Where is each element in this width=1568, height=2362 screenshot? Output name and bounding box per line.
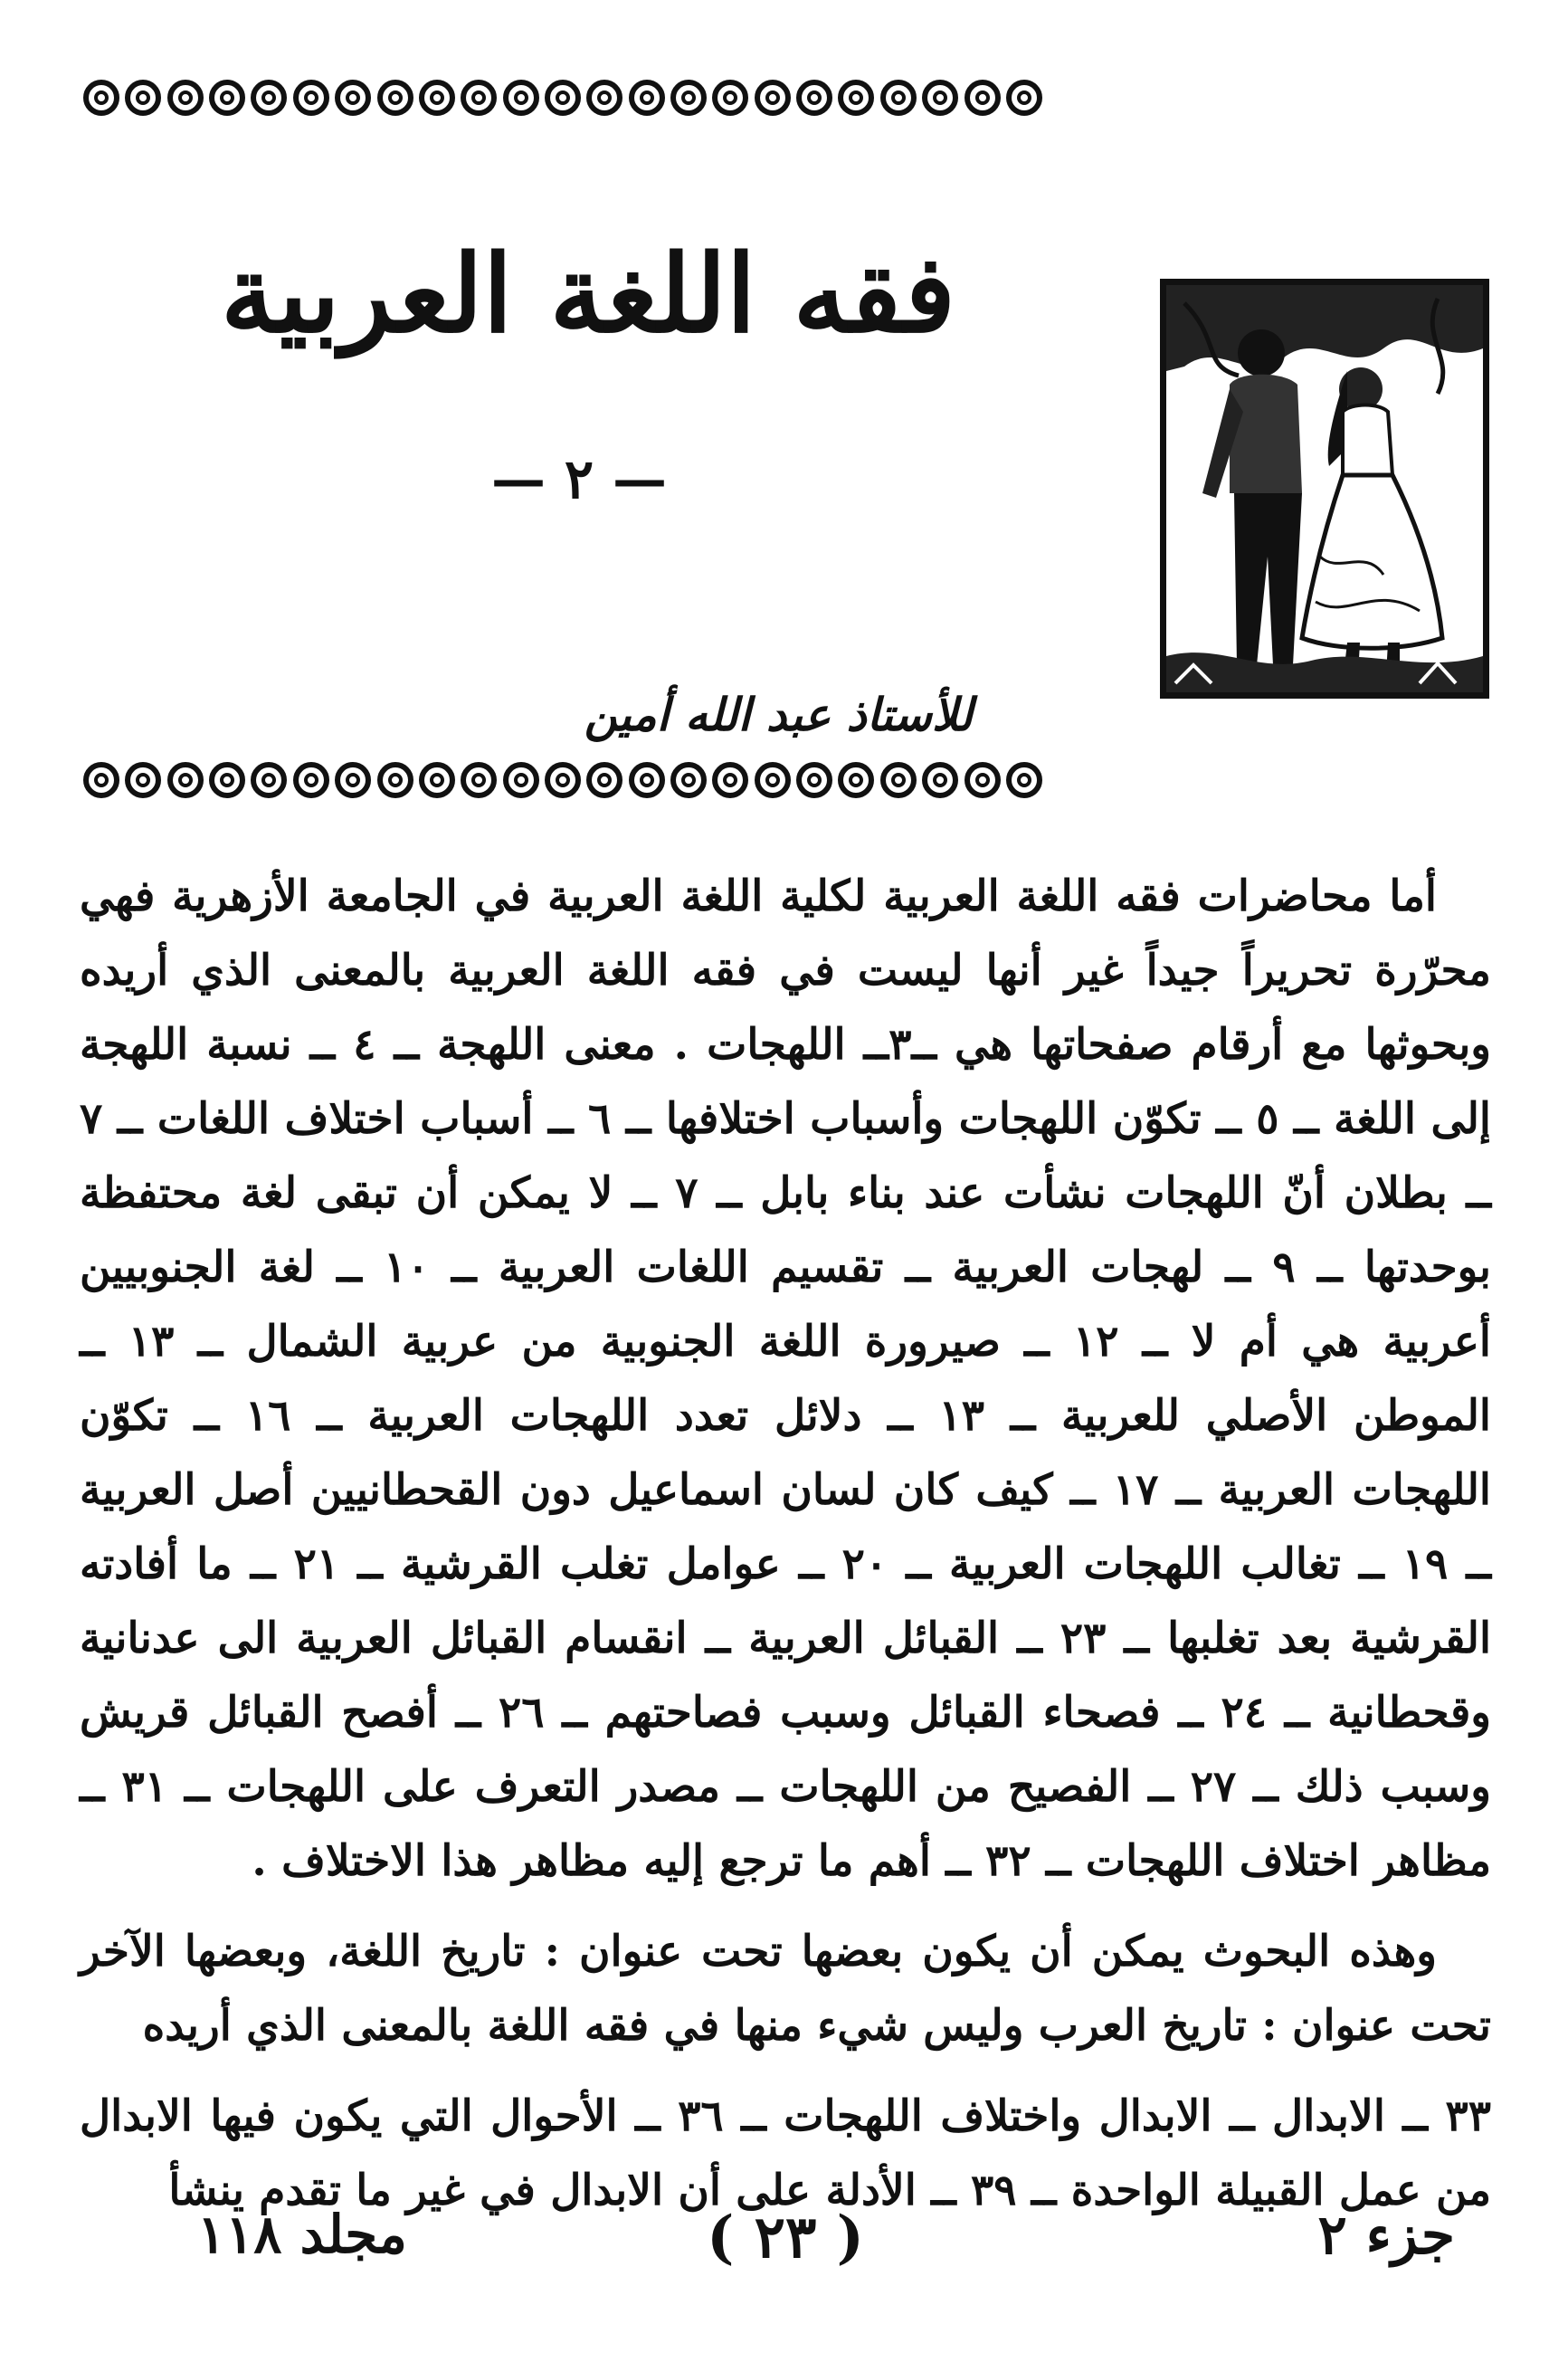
ring-ornament-icon (419, 762, 455, 798)
ring-ornament-icon (377, 762, 413, 798)
ring-ornament-icon (461, 80, 497, 116)
ring-ornament-icon (629, 80, 665, 116)
couple-illustration-icon (1160, 279, 1489, 699)
article-title: فقه اللغة العربية (221, 231, 955, 357)
ring-ornament-icon (377, 80, 413, 116)
part-label: جزء ٢ (1317, 2204, 1455, 2267)
ring-ornament-icon (335, 80, 371, 116)
ring-ornament-icon (503, 80, 539, 116)
ring-ornament-icon (167, 762, 204, 798)
ring-ornament-icon (670, 762, 707, 798)
ring-ornament-icon (670, 80, 707, 116)
ring-ornament-icon (167, 80, 204, 116)
ring-ornament-icon (922, 762, 958, 798)
page-number: ( ٢٣ ) (707, 2204, 864, 2272)
ring-ornament-icon (209, 762, 245, 798)
ring-ornament-icon (251, 762, 287, 798)
ring-ornament-icon (461, 762, 497, 798)
ring-ornament-icon (586, 80, 622, 116)
ring-ornament-icon (293, 80, 329, 116)
ring-ornament-icon (503, 762, 539, 798)
ring-ornament-icon (251, 80, 287, 116)
ring-ornament-icon (545, 762, 581, 798)
ring-ornament-icon (755, 762, 791, 798)
ring-ornament-icon (796, 762, 832, 798)
paragraph: أما محاضرات فقه اللغة العربية لكلية اللغة العربية في الجامعة الأزهرية فهي محرّرة تحريراً جيداً غير أنها ليست في فقه اللغة العربية بالمعنى الذي أريده وبحوثها مع أرقام صفحاتها هي ــ٣ــ اللهجات . معنى اللهجة ــ ٤ ــ نسبة اللهجة إلى اللغة ــ ٥ ــ تكوّن اللهجات وأسباب اختلافها ــ ٦ ــ أسباب اختلاف اللغات ــ ٧ ــ بطلان أنّ اللهجات نشأت عند بناء بابل ــ ٧ ــ لا يمكن أن تبقى لغة محتفظة بوحدتها ــ ٩ ــ لهجات العربية ــ تقسيم اللغات العربية ــ ١٠ ــ لغة الجنوبيين أعربية هي أم لا ــ ١٢ ــ صيرورة اللغة الجنوبية من عربية الشمال ــ ١٣ ــ الموطن الأصلي للعربية ــ ١٣ ــ دلائل تعدد اللهجات العربية ــ ١٦ ــ تكوّن اللهجات العربية ــ ١٧ ــ كيف كان لسان اسماعيل دون القحطانيين أصل العربية ــ ١٩ ــ تغالب اللهجات العربية ــ ٢٠ ــ عوامل تغلب القرشية ــ ٢١ ــ ما أفادته القرشية بعد تغلبها ــ ٢٣ ــ القبائل العربية ــ انقسام القبائل العربية الى عدنانية وقحطانية ــ ٢٤ ــ فصحاء القبائل وسبب فصاحتهم ــ ٢٦ ــ أفصح القبائل قريش وسبب ذلك ــ ٢٧ ــ الفصيح من اللهجات ــ مصدر التعرف على اللهجات ــ ٣١ ــ مظاهر اختلاف اللهجات ــ ٣٢ ــ أهم ما ترجع إليه مظاهر هذا الاختلاف . (80, 871, 1492, 1886)
ring-ornament-icon (125, 80, 161, 116)
ring-ornament-icon (586, 762, 622, 798)
ring-ornament-icon (293, 762, 329, 798)
ring-ornament-icon (712, 762, 748, 798)
volume-label: مجلد ١١٨ (197, 2204, 407, 2265)
ornament-border-bottom (83, 762, 1042, 798)
ring-ornament-icon (965, 762, 1001, 798)
ring-ornament-icon (880, 80, 917, 116)
ring-ornament-icon (712, 80, 748, 116)
ring-ornament-icon (1006, 762, 1042, 798)
article-body (80, 860, 1491, 2244)
ring-ornament-icon (922, 80, 958, 116)
ring-ornament-icon (796, 80, 832, 116)
ring-ornament-icon (125, 762, 161, 798)
paragraph: وهذه البحوث يمكن أن يكون بعضها تحت عنوان : تاريخ اللغة، وبعضها الآخر تحت عنوان : تاريخ العرب وليس شيء منها في فقه اللغة بالمعنى الذي أريده (80, 1927, 1491, 2051)
ring-ornament-icon (965, 80, 1001, 116)
ring-ornament-icon (880, 762, 917, 798)
ring-ornament-icon (419, 80, 455, 116)
author-byline: للأستاذ عبد الله أمين (584, 688, 973, 741)
ring-ornament-icon (545, 80, 581, 116)
ring-ornament-icon (629, 762, 665, 798)
ring-ornament-icon (209, 80, 245, 116)
ring-ornament-icon (83, 762, 119, 798)
ring-ornament-icon (335, 762, 371, 798)
ring-ornament-icon (83, 80, 119, 116)
ornament-border-top (83, 80, 1042, 116)
ring-ornament-icon (755, 80, 791, 116)
paragraph: ٣٣ ــ الابدال ــ الابدال واختلاف اللهجات ــ ٣٦ ــ الأحوال التي يكون فيها الابدال من عمل القبيلة الواحدة ــ ٣٩ ــ الأدلة على أن الابدال في غير ما تقدم ينشأ (80, 2091, 1491, 2215)
ring-ornament-icon (838, 80, 874, 116)
ring-ornament-icon (1006, 80, 1042, 116)
page-footer (80, 2204, 1491, 2285)
ring-ornament-icon (838, 762, 874, 798)
part-number: — ٢ — (490, 448, 667, 511)
